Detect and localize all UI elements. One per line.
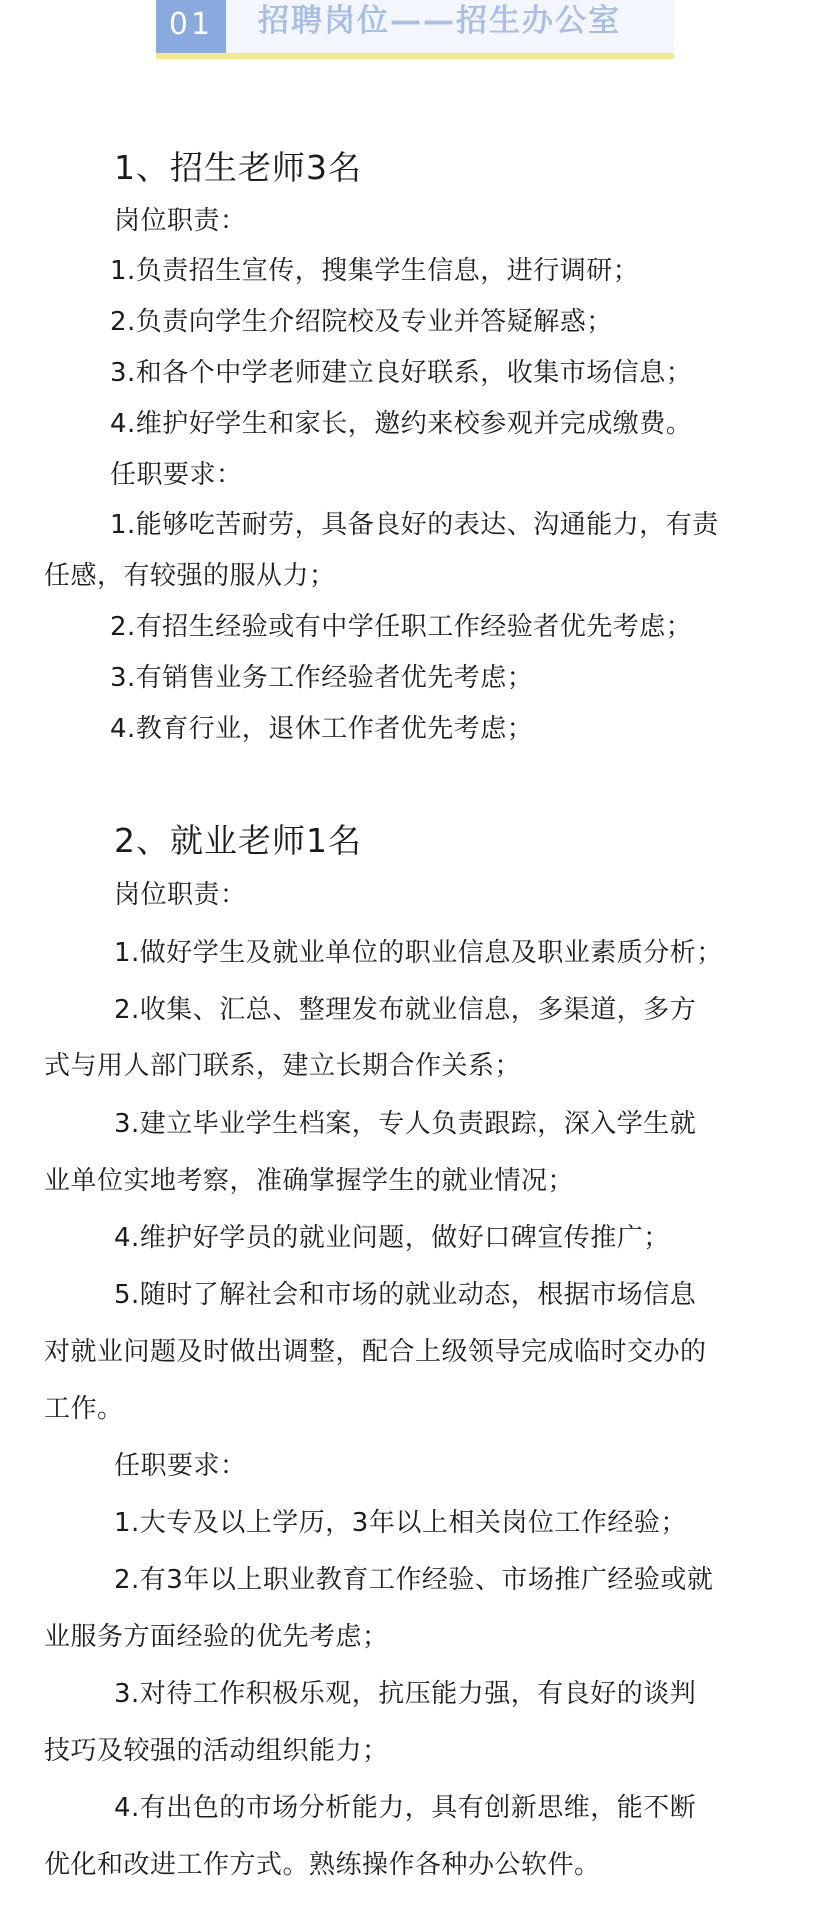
duty-item-continued: 工作。 <box>44 1394 124 1424</box>
requirement-item-continued: 技巧及较强的活动组织能力； <box>44 1736 389 1766</box>
duty-item-continued: 业单位实地考察，准确掌握学生的就业情况； <box>44 1166 575 1196</box>
duty-item-continued: 式与用人部门联系，建立长期合作关系； <box>44 1051 522 1081</box>
duty-item: 1.做好学生及就业单位的职业信息及职业素质分析； <box>114 938 723 968</box>
duty-item: 4.维护好学员的就业问题，做好口碑宣传推广； <box>114 1223 670 1253</box>
requirement-item: 1.能够吃苦耐劳，具备良好的表达、沟通能力，有责 <box>110 510 719 540</box>
duty-item: 5.随时了解社会和市场的就业动态，根据市场信息 <box>114 1280 697 1310</box>
requirements-label: 任职要求： <box>110 460 243 490</box>
duty-item: 4.维护好学生和家长，邀约来校参观并完成缴费。 <box>110 409 693 439</box>
duty-item: 2.负责向学生介绍院校及专业并答疑解惑； <box>110 307 613 337</box>
requirement-item: 1.大专及以上学历，3年以上相关岗位工作经验； <box>114 1508 687 1538</box>
duty-item-continued: 对就业问题及时做出调整，配合上级领导完成临时交办的 <box>44 1337 707 1367</box>
job-title-enrollment-teacher: 1、招生老师3名 <box>114 148 362 187</box>
section-header-banner <box>156 0 674 58</box>
requirement-item: 4.有出色的市场分析能力，具有创新思维，能不断 <box>114 1793 697 1823</box>
duty-item: 2.收集、汇总、整理发布就业信息，多渠道，多方 <box>114 995 697 1025</box>
duties-label: 岗位职责： <box>114 880 247 910</box>
requirement-item-continued: 任感，有较强的服从力； <box>44 561 336 591</box>
duty-item: 3.和各个中学老师建立良好联系，收集市场信息； <box>110 358 693 388</box>
requirements-label: 任职要求： <box>114 1451 247 1481</box>
requirement-item: 3.有销售业务工作经验者优先考虑； <box>110 663 534 693</box>
requirement-item: 4.教育行业，退休工作者优先考虑； <box>110 714 534 744</box>
duty-item: 1.负责招生宣传，搜集学生信息，进行调研； <box>110 256 640 286</box>
duty-item: 3.建立毕业学生档案，专人负责跟踪，深入学生就 <box>114 1109 697 1139</box>
section-number-badge: 01 <box>156 0 226 53</box>
requirement-item-continued: 业服务方面经验的优先考虑； <box>44 1622 389 1652</box>
requirement-item: 2.有3年以上职业教育工作经验、市场推广经验或就 <box>114 1565 714 1595</box>
job-title-employment-teacher: 2、就业老师1名 <box>114 821 362 860</box>
requirement-item-continued: 优化和改进工作方式。熟练操作各种办公软件。 <box>44 1850 601 1880</box>
requirement-item: 2.有招生经验或有中学任职工作经验者优先考虑； <box>110 612 693 642</box>
duties-label: 岗位职责： <box>114 206 247 236</box>
header-underline-decoration <box>156 53 674 59</box>
requirement-item: 3.对待工作积极乐观，抗压能力强，有良好的谈判 <box>114 1679 697 1709</box>
section-header-title: 招聘岗位——招生办公室 <box>258 3 621 39</box>
